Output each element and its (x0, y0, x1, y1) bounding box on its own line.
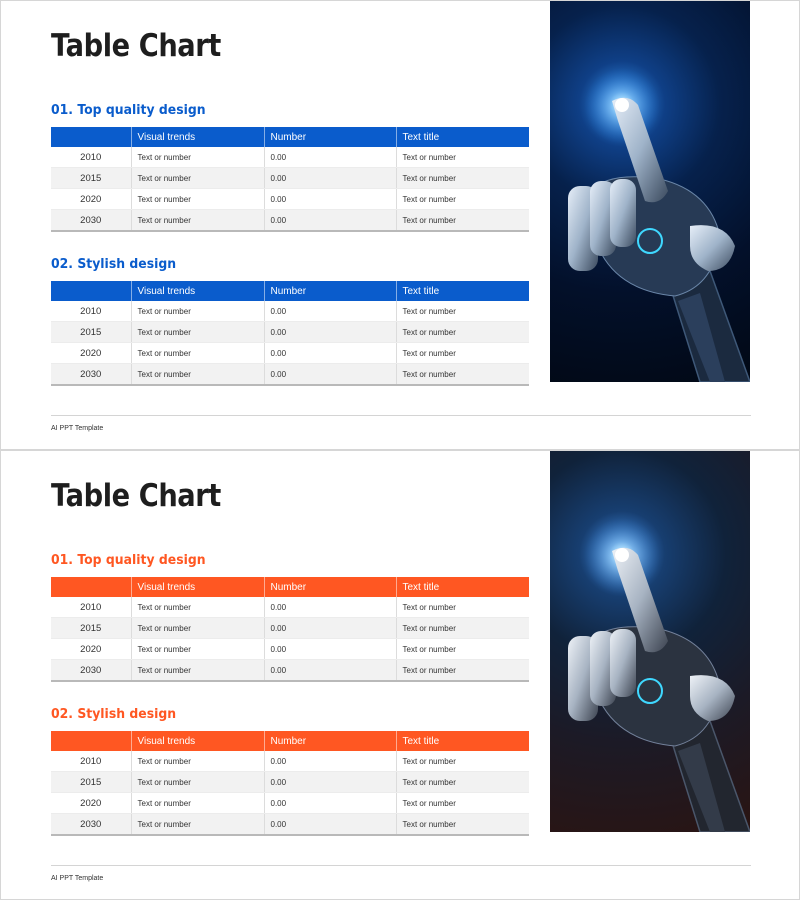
table-cell: Text or number (396, 343, 529, 364)
table-row (51, 210, 529, 232)
robot-hand-photo (550, 1, 750, 382)
year-cell: 2030 (51, 814, 131, 836)
table-cell: 0.00 (264, 322, 396, 343)
column-header: Visual trends (131, 731, 264, 751)
table-cell: Text or number (396, 618, 529, 639)
robot-hand-icon (550, 1, 750, 382)
table-cell: 0.00 (264, 147, 396, 168)
column-header: Visual trends (131, 281, 264, 301)
table-chart-1 (51, 127, 529, 232)
table-cell: 0.00 (264, 772, 396, 793)
column-header: Number (264, 577, 396, 597)
table-row (51, 660, 529, 682)
table-cell: 0.00 (264, 364, 396, 386)
year-cell: 2020 (51, 639, 131, 660)
table-cell: Text or number (396, 301, 529, 322)
year-cell: 2030 (51, 660, 131, 682)
year-cell: 2020 (51, 189, 131, 210)
robot-hand-photo (550, 451, 750, 832)
footer-divider (51, 865, 751, 866)
table-cell: 0.00 (264, 814, 396, 836)
table-chart-1 (51, 577, 529, 682)
table-row (51, 168, 529, 189)
table-row (51, 618, 529, 639)
table-cell: 0.00 (264, 660, 396, 682)
table-cell: Text or number (131, 322, 264, 343)
table-cell: Text or number (396, 660, 529, 682)
table-cell: Text or number (131, 301, 264, 322)
table-row (51, 364, 529, 386)
table-row (51, 772, 529, 793)
table-header-row (51, 577, 529, 597)
table-cell: Text or number (396, 364, 529, 386)
table-cell: 0.00 (264, 189, 396, 210)
slide-orange (0, 450, 800, 900)
table-row (51, 189, 529, 210)
table-cell: Text or number (131, 364, 264, 386)
robot-hand-icon (550, 451, 750, 832)
table-header-row (51, 127, 529, 147)
table-cell: Text or number (396, 210, 529, 232)
table-cell: Text or number (396, 322, 529, 343)
table-cell: Text or number (131, 793, 264, 814)
table-cell: Text or number (131, 639, 264, 660)
table-cell: 0.00 (264, 168, 396, 189)
table-row (51, 597, 529, 618)
table-header-row (51, 731, 529, 751)
table-cell: Text or number (131, 210, 264, 232)
table-row (51, 322, 529, 343)
table-cell: Text or number (396, 639, 529, 660)
table-row (51, 814, 529, 836)
table-row (51, 147, 529, 168)
table-cell: Text or number (131, 618, 264, 639)
table-cell: Text or number (131, 660, 264, 682)
section-heading-top-quality: 01. Top quality design (51, 552, 206, 568)
section-heading-stylish: 02. Stylish design (51, 706, 177, 722)
column-header: Number (264, 281, 396, 301)
table-cell: Text or number (131, 343, 264, 364)
column-header: Text title (396, 577, 529, 597)
table-cell: Text or number (396, 772, 529, 793)
section-heading-top-quality: 01. Top quality design (51, 102, 206, 118)
column-header (51, 731, 131, 751)
table-row (51, 343, 529, 364)
table-header-row (51, 281, 529, 301)
table-cell: 0.00 (264, 793, 396, 814)
table-cell: Text or number (396, 147, 529, 168)
section-heading-stylish: 02. Stylish design (51, 256, 177, 272)
table-cell: Text or number (396, 168, 529, 189)
footer-label: AI PPT Template (51, 875, 104, 882)
slide-title: Table Chart (51, 478, 221, 514)
table-cell: Text or number (131, 814, 264, 836)
column-header (51, 281, 131, 301)
table-cell: Text or number (131, 751, 264, 772)
year-cell: 2015 (51, 618, 131, 639)
year-cell: 2015 (51, 772, 131, 793)
column-header: Text title (396, 281, 529, 301)
table-cell: Text or number (131, 147, 264, 168)
column-header: Number (264, 731, 396, 751)
column-header (51, 127, 131, 147)
year-cell: 2015 (51, 322, 131, 343)
table-cell: 0.00 (264, 343, 396, 364)
table-cell: 0.00 (264, 301, 396, 322)
table-cell: Text or number (396, 751, 529, 772)
table-cell: 0.00 (264, 597, 396, 618)
footer-label: AI PPT Template (51, 425, 104, 432)
table-cell: Text or number (131, 772, 264, 793)
table-cell: 0.00 (264, 639, 396, 660)
table-cell: 0.00 (264, 751, 396, 772)
column-header: Visual trends (131, 127, 264, 147)
column-header: Number (264, 127, 396, 147)
table-cell: 0.00 (264, 210, 396, 232)
column-header: Visual trends (131, 577, 264, 597)
year-cell: 2030 (51, 210, 131, 232)
year-cell: 2015 (51, 168, 131, 189)
year-cell: 2020 (51, 343, 131, 364)
table-row (51, 301, 529, 322)
table-chart-2 (51, 731, 529, 836)
column-header: Text title (396, 127, 529, 147)
table-cell: Text or number (396, 597, 529, 618)
year-cell: 2010 (51, 597, 131, 618)
table-chart-2 (51, 281, 529, 386)
footer-divider (51, 415, 751, 416)
table-cell: Text or number (131, 597, 264, 618)
year-cell: 2010 (51, 147, 131, 168)
table-cell: Text or number (396, 814, 529, 836)
year-cell: 2020 (51, 793, 131, 814)
table-cell: 0.00 (264, 618, 396, 639)
year-cell: 2010 (51, 301, 131, 322)
table-row (51, 639, 529, 660)
year-cell: 2030 (51, 364, 131, 386)
column-header: Text title (396, 731, 529, 751)
table-cell: Text or number (396, 189, 529, 210)
table-cell: Text or number (131, 168, 264, 189)
table-cell: Text or number (396, 793, 529, 814)
year-cell: 2010 (51, 751, 131, 772)
table-row (51, 793, 529, 814)
slide-title: Table Chart (51, 28, 221, 64)
table-cell: Text or number (131, 189, 264, 210)
table-row (51, 751, 529, 772)
column-header (51, 577, 131, 597)
